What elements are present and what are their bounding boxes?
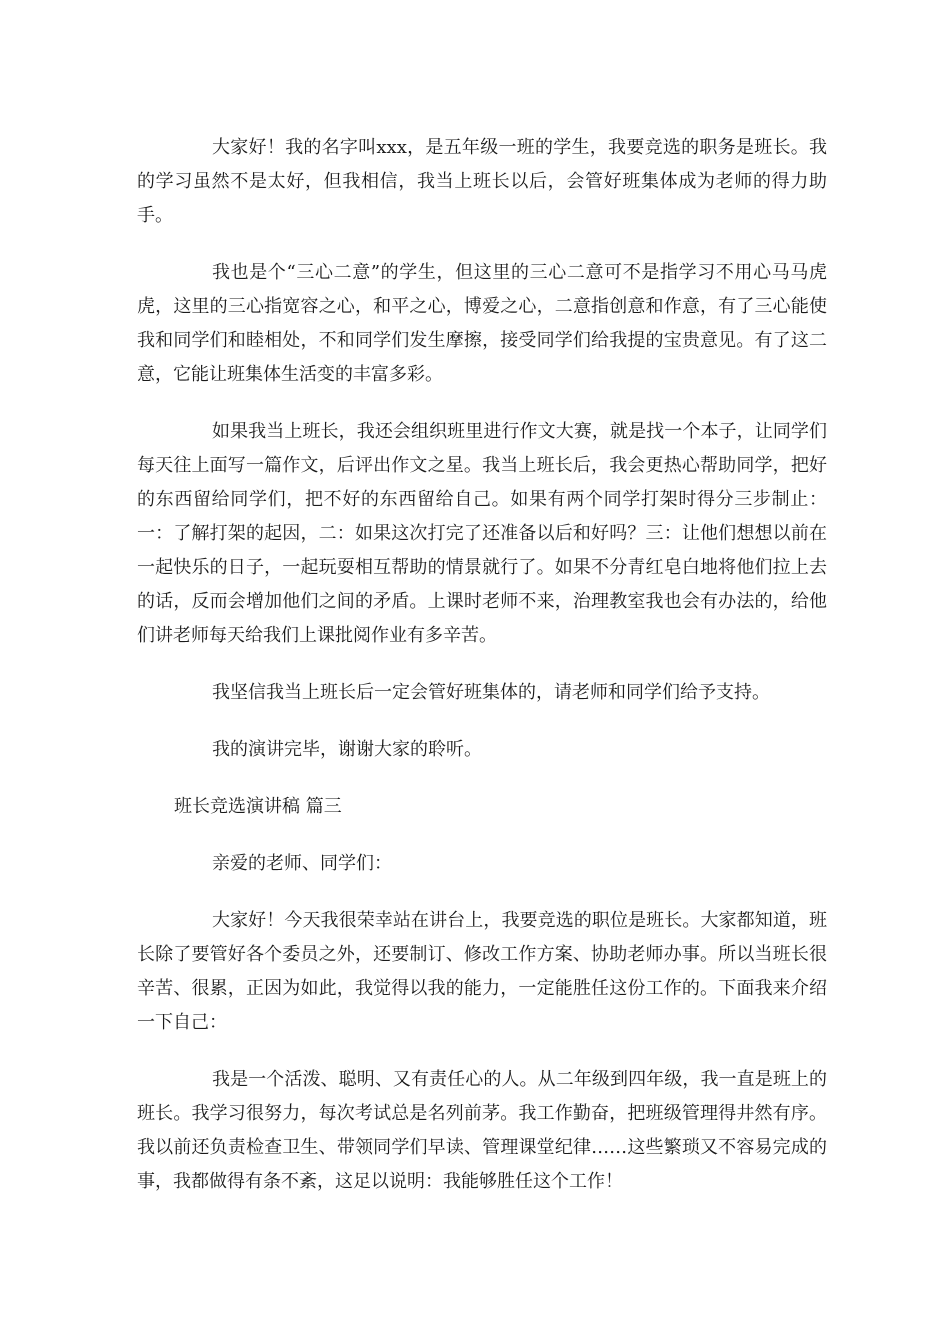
paragraph-plans: 如果我当上班长，我还会组织班里进行作文大赛，就是找一个本子，让同学们每天往上面写一篇作文，后评出作文之星。我当上班长后，我会更热心帮助同学，把好的东西留给同学们，把不好的东西留给自己。如果有两个同学打架时得分三步制止：一：了解打架的起因，二：如果这次打完了还准备以后和好吗？三：让他们想想以前在一起快乐的日子，一起玩耍相互帮助的情景就行了。如果不分青红皂白地将他们拉上去的话，反而会增加他们之间的矛盾。上课时老师不来，治理教室我也会有办法的，给他们讲老师每天给我们上课批阅作业有多辛苦。 (137, 421, 827, 646)
document-body (137, 131, 827, 1222)
section-heading: 班长竞选演讲稿 篇三 (174, 796, 342, 817)
paragraph-intro: 大家好！我的名字叫xxx，是五年级一班的学生，我要竞选的职务是班长。我的学习虽然不是太好，但我相信，我当上班长以后，会管好班集体成为老师的得力助手。 (137, 137, 827, 226)
greeting: 亲爱的老师、同学们： (212, 853, 392, 874)
paragraph-speech3-self: 我是一个活泼、聪明、又有责任心的人。从二年级到四年级，我一直是班上的班长。我学习很努力，每次考试总是名列前茅。我工作勤奋，把班级管理得井然有序。我以前还负责检查卫生、带领同学们早读、管理课堂纪律……这些繁琐又不容易完成的事，我都做得有条不紊，这足以说明：我能够胜任这个工作！ (137, 1069, 827, 1192)
paragraph-belief: 我坚信我当上班长后一定会管好班集体的，请老师和同学们给予支持。 (212, 682, 770, 703)
paragraph-closing: 我的演讲完毕，谢谢大家的聆听。 (212, 739, 482, 760)
paragraph-speech3-intro: 大家好！今天我很荣幸站在讲台上，我要竞选的职位是班长。大家都知道，班长除了要管好各个委员之外，还要制订、修改工作方案、协助老师办事。所以当班长很辛苦、很累，正因为如此，我觉得以我的能力，一定能胜任这份工作的。下面我来介绍一下自己： (137, 910, 827, 1033)
paragraph-three-hearts: 我也是个“三心二意”的学生，但这里的三心二意可不是指学习不用心马马虎虎，这里的三心指宽容之心，和平之心，博爱之心，二意指创意和作意，有了三心能使我和同学们和睦相处，不和同学们发生摩擦，接受同学们给我提的宝贵意见。有了这二意，它能让班集体生活变的丰富多彩。 (137, 262, 827, 385)
